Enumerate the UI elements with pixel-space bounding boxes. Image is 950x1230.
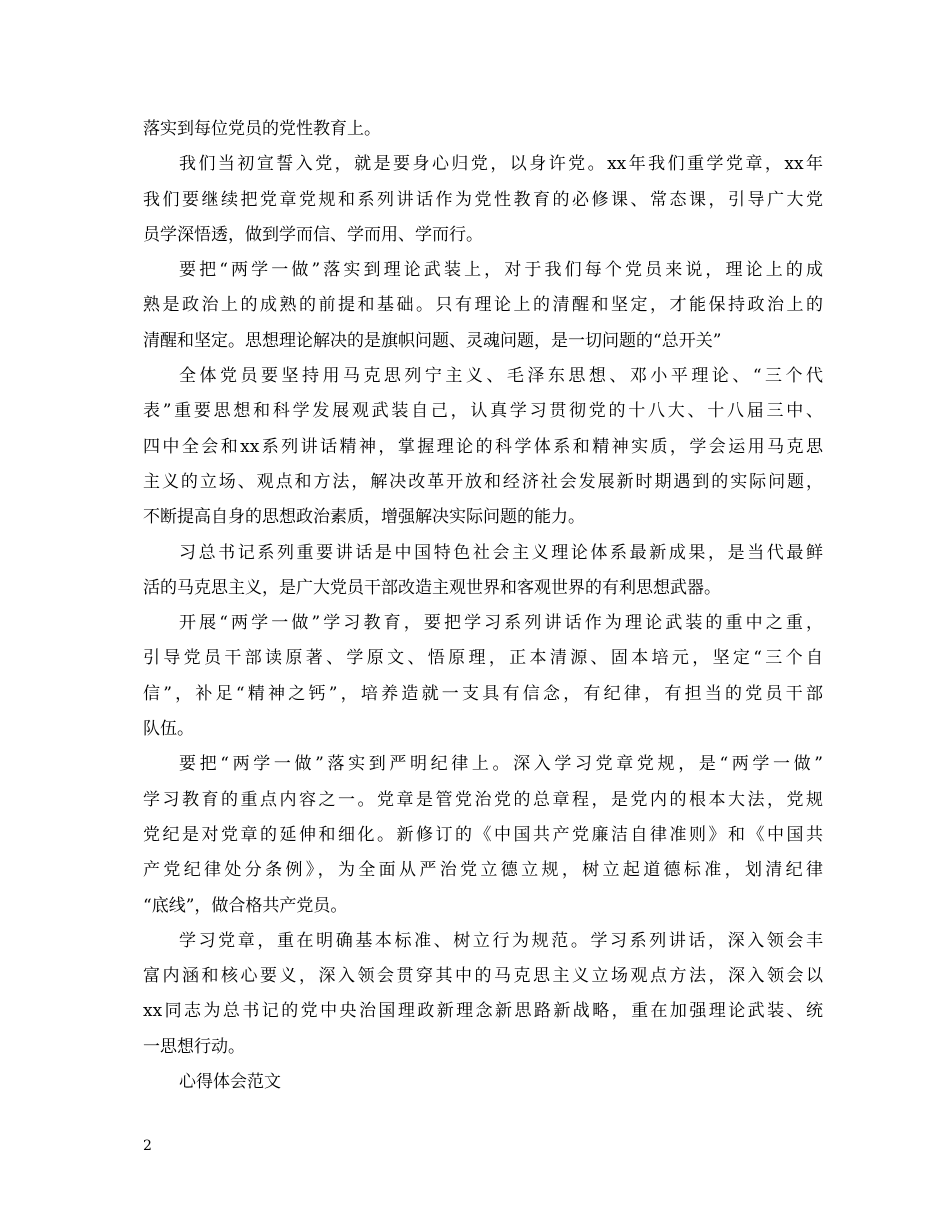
text-line: 要把“两学一做”落实到严明纪律上。深入学习党章党规，是“两学一做” (179, 754, 823, 775)
text-line: 活的马克思主义，是广大党员干部改造主观世界和客观世界的有利思想武器。 (143, 577, 721, 598)
document-body (143, 112, 823, 1100)
text-line: 表”重要思想和科学发展观武装自己，认真学习贯彻党的十八大、十八届三中、 (143, 401, 823, 422)
text-line: 熟是政治上的成熟的前提和基础。只有理论上的清醒和坚定，才能保持政治上的 (143, 295, 823, 316)
text-line: 党纪是对党章的延伸和细化。新修订的《中国共产党廉洁自律准则》和《中国共 (143, 824, 823, 845)
text-line: 开展“两学一做”学习教育，要把学习系列讲话作为理论武装的重中之重， (179, 613, 823, 634)
page-number: 2 (143, 1138, 152, 1154)
text-line: “底线”，做合格共产党员。 (143, 895, 348, 916)
text-line: 我们要继续把党章党规和系列讲话作为党性教育的必修课、常态课，引导广大党 (143, 189, 823, 210)
text-line: 全体党员要坚持用马克思列宁主义、毛泽东思想、邓小平理论、“三个代 (179, 366, 823, 387)
text-line: 四中全会和xx系列讲话精神，掌握理论的科学体系和精神实质，学会运用马克思 (143, 436, 823, 457)
text-line: 队伍。 (143, 719, 194, 740)
text-line: 信”，补足“精神之钙”，培养造就一支具有信念，有纪律，有担当的党员干部 (143, 683, 823, 704)
text-line: 学习教育的重点内容之一。党章是管党治党的总章程，是党内的根本大法，党规 (143, 789, 823, 810)
text-line: 产党纪律处分条例》，为全面从严治党立德立规，树立起道德标准，划清纪律 (143, 860, 823, 881)
text-line: 一思想行动。 (143, 1036, 245, 1057)
text-line: 我们当初宣誓入党，就是要身心归党，以身许党。xx年我们重学党章，xx年 (179, 154, 823, 175)
text-line: 员学深悟透，做到学而信、学而用、学而行。 (143, 224, 483, 245)
text-line: 主义的立场、观点和方法，解决改革开放和经济社会发展新时期遇到的实际问题， (143, 471, 823, 492)
text-line: 学习党章，重在明确基本标准、树立行为规范。学习系列讲话，深入领会丰 (179, 930, 823, 951)
text-line: 习总书记系列重要讲话是中国特色社会主义理论体系最新成果，是当代最鲜 (179, 542, 823, 563)
text-line: 清醒和坚定。思想理论解决的是旗帜问题、灵魂问题，是一切问题的“总开关” (143, 330, 722, 351)
text-line: 要把“两学一做”落实到理论武装上，对于我们每个党员来说，理论上的成 (179, 260, 823, 281)
text-line: 心得体会范文 (179, 1072, 281, 1093)
text-line: 引导党员干部读原著、学原文、悟原理，正本清源、固本培元，坚定“三个自 (143, 648, 823, 669)
text-line: 落实到每位党员的党性教育上。 (143, 119, 381, 139)
text-line: xx同志为总书记的党中央治国理政新理念新思路新战略，重在加强理论武装、统 (143, 1001, 823, 1022)
text-line: 富内涵和核心要义，深入领会贯穿其中的马克思主义立场观点方法，深入领会以 (143, 966, 823, 987)
text-line: 不断提高自身的思想政治素质，增强解决实际问题的能力。 (143, 507, 585, 528)
